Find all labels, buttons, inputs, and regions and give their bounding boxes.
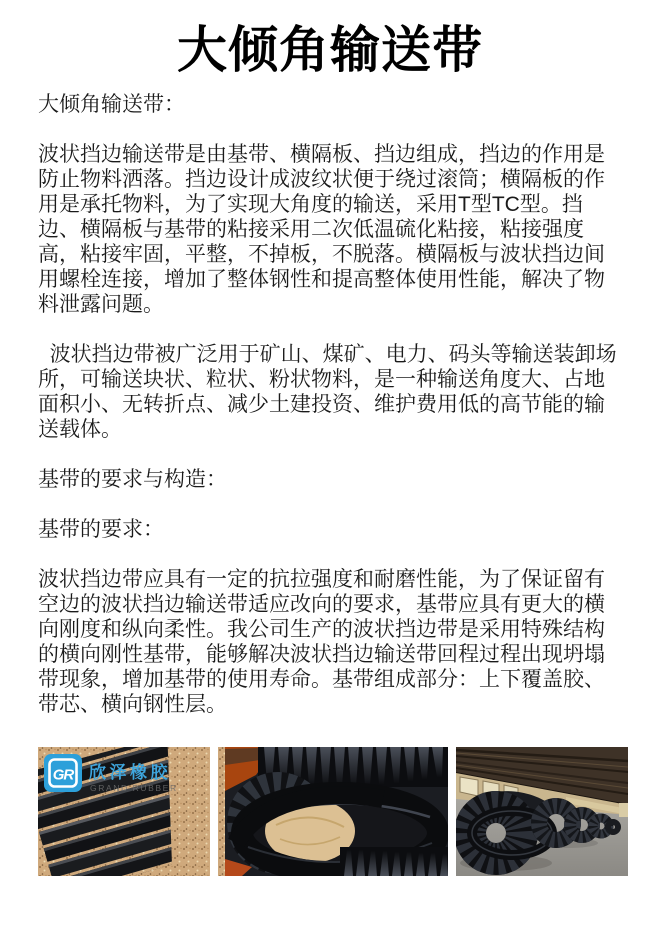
paragraph-base-belt: 波状挡边带应具有一定的抗拉强度和耐磨性能，为了保证留有空边的波状挡边输送带适应改向的要求，基带应具有更大的横向刚度和纵向柔性。我公司生产的波状挡边带是采用特殊结构的横向刚性基带，能够解决波状挡边输送带回程过程出现坍塌带现象，增加基带的使用寿命。基带组成部分：上下覆盖胶、带芯、横向钢性层。 xyxy=(38,567,605,716)
logo-name-cn: 欣泽橡胶 xyxy=(89,762,171,782)
product-photo-stacked-belts xyxy=(38,747,210,876)
article-page xyxy=(0,22,666,952)
paragraph-overview: 波状挡边输送带是由基带、横隔板、挡边组成，挡边的作用是防止物料洒落。挡边设计成波纹状便于绕过滚筒；横隔板的作用是承托物料，为了实现大角度的输送，采用T型TC型。挡边、横隔板与基带的粘接采用二次低温硫化粘接，粘接强度高，粘接牢固，平整，不掉板，不脱落。横隔板与波状挡边间用螺栓连接，增加了整体钢性和提高整体使用性能，解决了物料泄露问题。 xyxy=(38,142,605,316)
heading-base-belt-requirements-structure: 基带的要求与构造： xyxy=(38,467,227,491)
product-photo-row xyxy=(38,747,622,876)
granite-edge xyxy=(218,747,225,876)
heading-base-belt-requirements: 基带的要求： xyxy=(38,517,164,541)
paragraph-applications: 波状挡边带被广泛用于矿山、煤矿、电力、码头等输送装卸场所，可输送块状、粒状、粉状物料，是一种输送角度大、占地面积小、无转折点、减少土建投资、维护费用低的高节能的输送载体。 xyxy=(38,342,617,441)
logo-name-en: GRAND RUBBER xyxy=(90,782,178,793)
product-photo-factory-row xyxy=(456,747,628,876)
page-title: 大倾角输送带 xyxy=(177,22,483,78)
bottom-fin-row xyxy=(340,847,448,876)
product-photo-coiled-belt-closeup xyxy=(218,747,448,876)
intro-line: 大倾角输送带： xyxy=(38,92,185,116)
logo-monogram: GR xyxy=(52,766,74,783)
